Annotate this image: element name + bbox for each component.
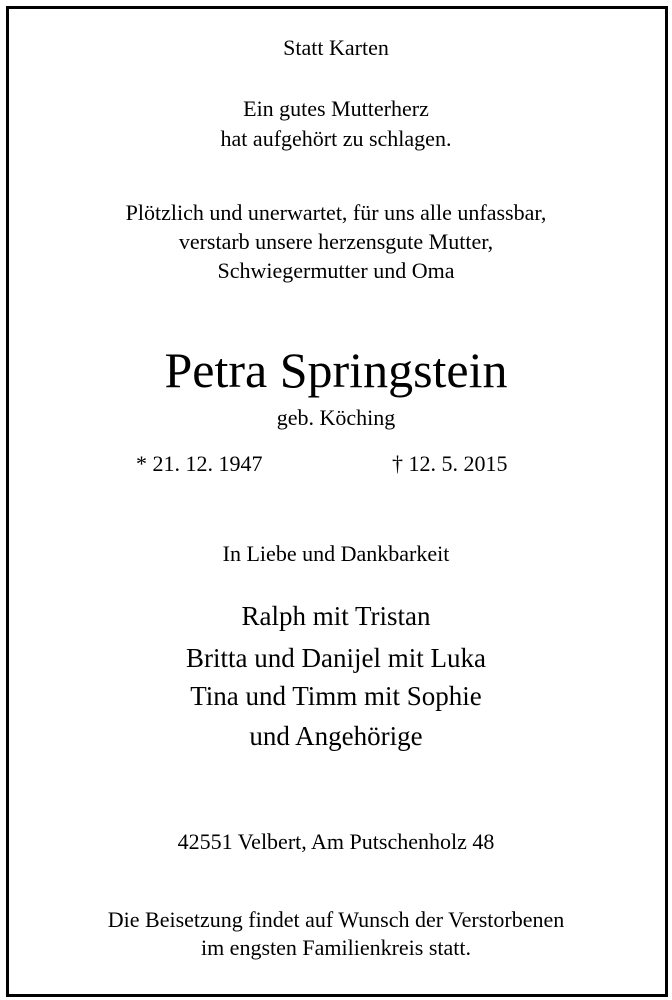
verse-line-1: Ein gutes Mutterherz (243, 96, 429, 121)
birth-date: * 21. 12. 1947 (136, 451, 263, 476)
closing-line-1: Die Beisetzung findet auf Wunsch der Verstorbenen (107, 907, 565, 932)
family-line-4: und Angehörige (249, 721, 423, 751)
intro-line-2: verstarb unsere herzensgute Mutter, (178, 229, 494, 254)
life-dates (0, 449, 672, 479)
family-line-1: Ralph mit Tristan (241, 601, 431, 631)
address: 42551 Velbert, Am Putschenholz 48 (177, 829, 495, 854)
birth-name: geb. Köching (276, 405, 396, 430)
intro-line-3: Schwiegermutter und Oma (217, 258, 455, 283)
verse-line-2: hat aufgehört zu schlagen. (220, 126, 452, 151)
deceased-name: Petra Springstein (164, 342, 508, 398)
family-line-3: Tina und Timm mit Sophie (190, 681, 482, 711)
intro-line-1: Plötzlich und unerwartet, für uns alle unfassbar, (125, 200, 547, 225)
death-date: † 12. 5. 2015 (392, 451, 508, 476)
closing-line-2: im engsten Familienkreis statt. (200, 935, 472, 960)
family-line-2: Britta und Danijel mit Luka (186, 643, 486, 673)
notice-heading: Statt Karten (283, 35, 389, 60)
dedication: In Liebe und Dankbarkeit (222, 541, 450, 566)
